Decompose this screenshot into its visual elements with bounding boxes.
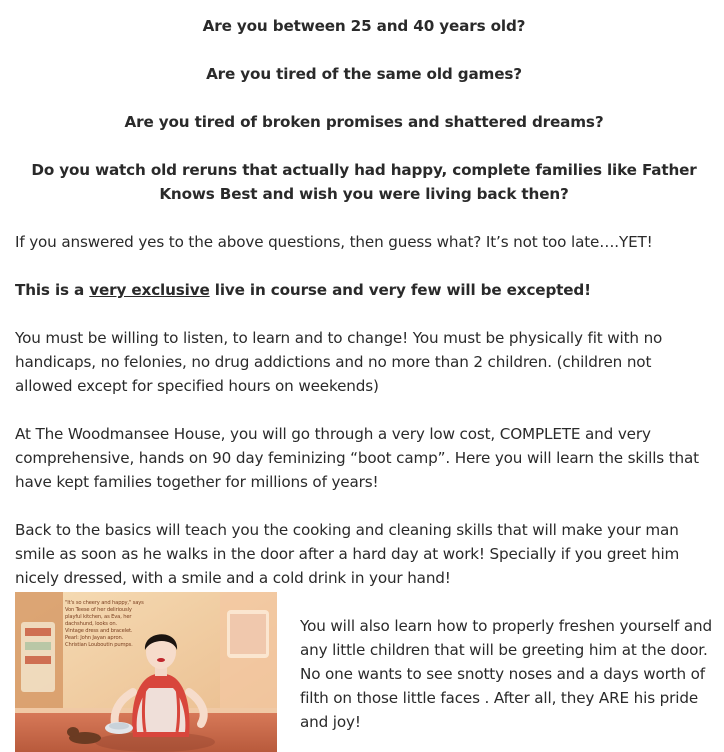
bootcamp-paragraph: At The Woodmansee House, you will go through a very low cost, COMPLETE and very comprehensive, hands on 90 day feminizing “boot camp”. Here you will learn the skills that have kept families together for millions of years!	[15, 425, 699, 491]
article-content	[15, 14, 713, 750]
photo-caption-line: Von Teese of her deliriously	[65, 607, 132, 613]
question-age: Are you between 25 and 40 years old?	[202, 17, 526, 35]
freshen-paragraph: You will also learn how to properly freshen yourself and any little children that will be greeting him at the door. No one wants to see snotty noses and a days worth of filth on those little faces . After all, they ARE his pride and joy!	[300, 617, 713, 731]
exclusive-after: live in course and very few will be excepted!	[209, 281, 591, 299]
image-text-row	[15, 590, 713, 750]
answer-line: If you answered yes to the above questions, then guess what? It’s not too late….YET!	[15, 233, 653, 251]
question-games: Are you tired of the same old games?	[206, 65, 522, 83]
photo-caption-line: playful kitchen, as Eva, her	[65, 614, 132, 620]
basics-paragraph: Back to the basics will teach you the cooking and cleaning skills that will make your man smile as soon as he walks in the door after a hard day at work! Specially if you greet him nicely dressed, with a smile and a cold drink in your hand!	[15, 521, 680, 587]
exclusive-emphasis: very exclusive	[89, 281, 210, 299]
photo-caption	[65, 600, 155, 649]
question-reruns: Do you watch old reruns that actually had happy, complete families like Father Knows Best and wish you were living back then?	[31, 161, 697, 203]
photo-caption-line: "It's so cheery and happy," says	[65, 600, 144, 606]
requirements-paragraph: You must be willing to listen, to learn and to change! You must be physically fit with no handicaps, no felonies, no drug addictions and no more than 2 children. (children not allowed except for specified hours on weekends)	[15, 329, 663, 395]
exclusive-line	[15, 278, 713, 302]
question-promises: Are you tired of broken promises and shattered dreams?	[124, 113, 604, 131]
vintage-kitchen-photo	[15, 592, 277, 752]
exclusive-before: This is a	[15, 281, 90, 299]
photo-caption-line: Christian Louboutin pumps.	[65, 642, 133, 648]
photo-caption-line: Vintage dress and bracelet.	[65, 628, 133, 634]
photo-caption-line: Pearl: John Jayan apron.	[65, 635, 124, 641]
photo-caption-line: dachshund, looks on.	[65, 621, 118, 627]
